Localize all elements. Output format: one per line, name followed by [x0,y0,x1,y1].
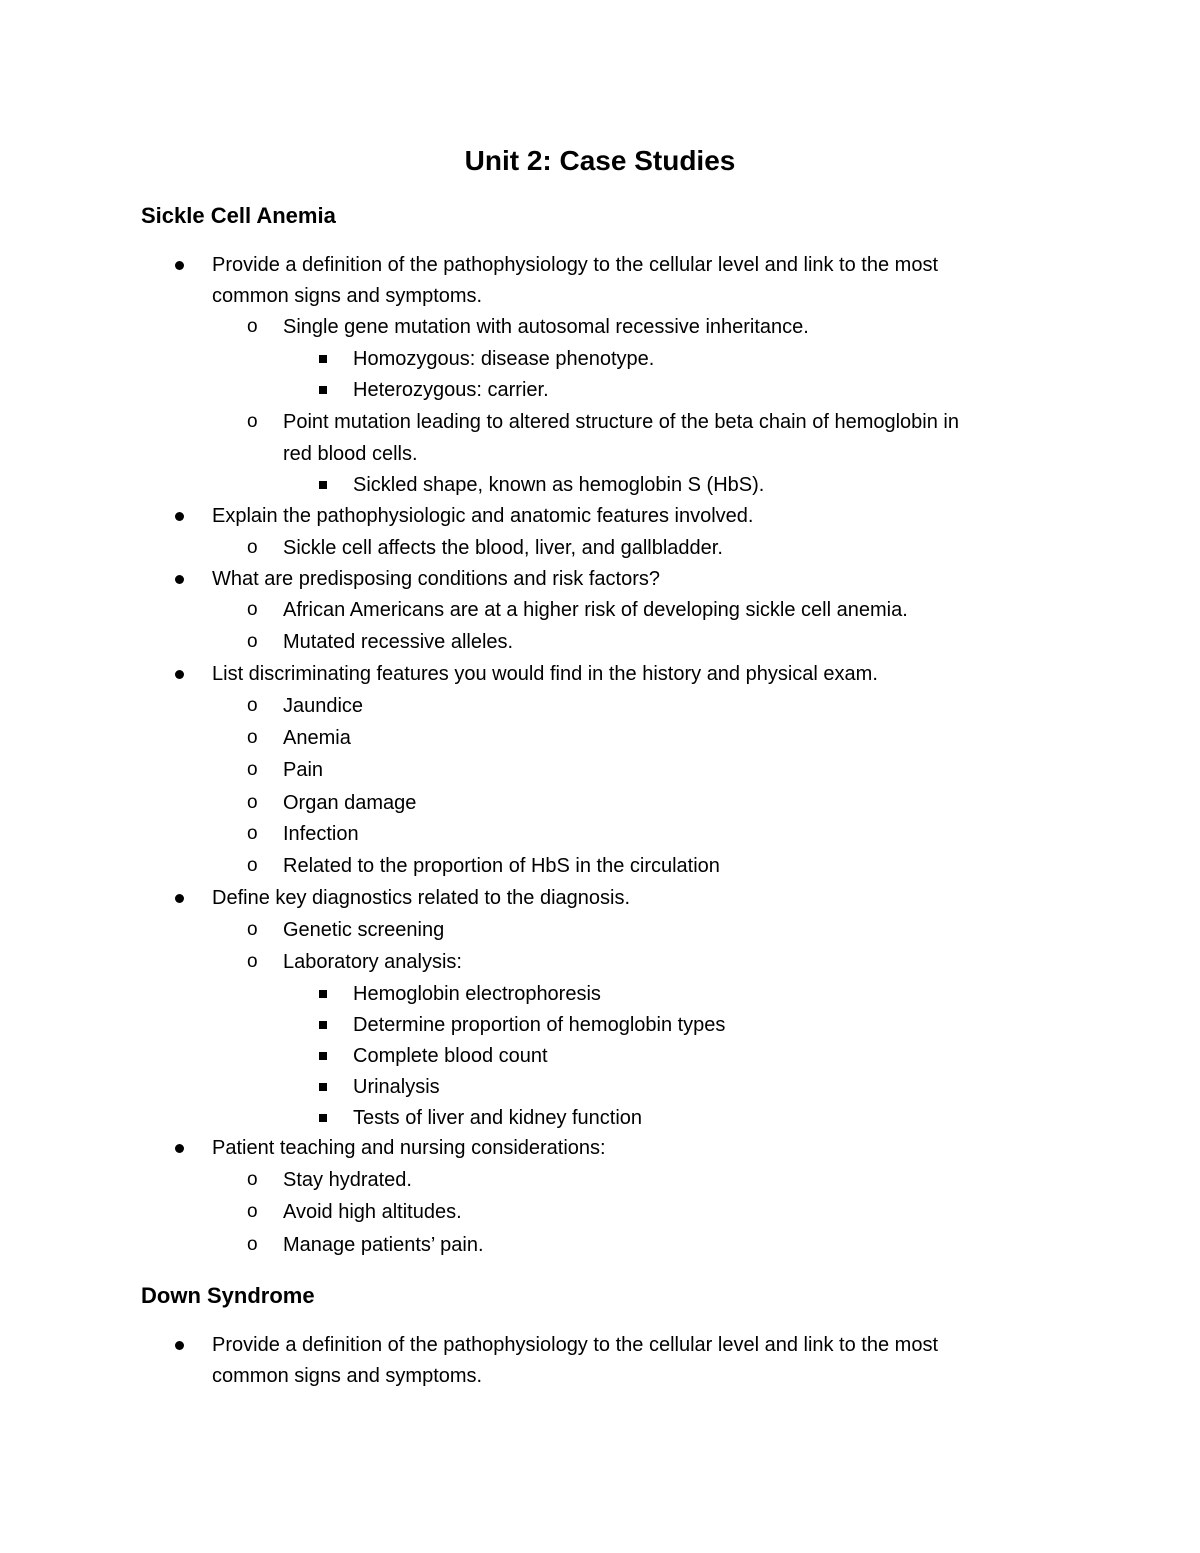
square-bullet-icon [319,481,327,489]
list-item: Pain [283,759,324,781]
list-item: Organ damage [283,792,417,814]
circle-bullet-icon: o [247,537,258,558]
list-item: Heterozygous: carrier. [353,379,549,401]
square-bullet-icon [319,386,327,394]
list-item: Mutated recessive alleles. [283,631,514,653]
circle-bullet-icon: o [247,316,258,337]
list-item: Provide a definition of the pathophysiology to the cellular level and link to the most [212,254,938,276]
bullet-dot-icon [175,575,184,584]
bullet-dot-icon [175,1144,184,1153]
list-item: African Americans are at a higher risk of developing sickle cell anemia. [283,599,908,621]
list-item: Anemia [283,727,351,749]
list-item: Infection [283,823,359,845]
circle-bullet-icon: o [247,919,258,940]
list-item: Hemoglobin electrophoresis [353,983,601,1005]
circle-bullet-icon: o [247,759,258,780]
list-item: Homozygous: disease phenotype. [353,348,655,370]
square-bullet-icon [319,355,327,363]
list-item: Point mutation leading to altered structure of the beta chain of hemoglobin in [283,411,959,433]
list-item: Avoid high altitudes. [283,1201,462,1223]
list-item: Complete blood count [353,1045,548,1067]
list-item: Manage patients’ pain. [283,1234,484,1256]
circle-bullet-icon: o [247,599,258,620]
circle-bullet-icon: o [247,823,258,844]
section-heading-sickle-cell: Sickle Cell Anemia [141,203,336,228]
circle-bullet-icon: o [247,1234,258,1255]
list-item-continuation: common signs and symptoms. [212,1365,483,1387]
list-item: Define key diagnostics related to the diagnosis. [212,887,631,909]
list-item: Patient teaching and nursing considerations: [212,1137,606,1159]
list-item: Jaundice [283,695,364,717]
list-item: What are predisposing conditions and risk factors? [212,568,661,590]
circle-bullet-icon: o [247,951,258,972]
list-item: Provide a definition of the pathophysiology to the cellular level and link to the most [212,1334,938,1356]
square-bullet-icon [319,1083,327,1091]
circle-bullet-icon: o [247,1169,258,1190]
square-bullet-icon [319,1052,327,1060]
list-item: Determine proportion of hemoglobin types [353,1014,726,1036]
list-item: Laboratory analysis: [283,951,462,973]
list-item-continuation: red blood cells. [283,443,418,465]
list-item: Single gene mutation with autosomal recessive inheritance. [283,316,809,338]
square-bullet-icon [319,1021,327,1029]
bullet-dot-icon [175,261,184,270]
list-item: Related to the proportion of HbS in the circulation [283,855,720,877]
circle-bullet-icon: o [247,1201,258,1222]
bullet-dot-icon [175,1341,184,1350]
list-item: Urinalysis [353,1076,440,1098]
list-item: Tests of liver and kidney function [353,1107,643,1129]
section-heading-down-syndrome: Down Syndrome [141,1283,315,1308]
document-title: Unit 2: Case Studies [464,145,736,176]
square-bullet-icon [319,1114,327,1122]
circle-bullet-icon: o [247,695,258,716]
bullet-dot-icon [175,894,184,903]
bullet-dot-icon [175,512,184,521]
square-bullet-icon [319,990,327,998]
list-item: Genetic screening [283,919,445,941]
list-item: Sickled shape, known as hemoglobin S (HbS). [353,474,765,496]
list-item-continuation: common signs and symptoms. [212,285,483,307]
circle-bullet-icon: o [247,411,258,432]
list-item: List discriminating features you would find in the history and physical exam. [212,663,878,685]
circle-bullet-icon: o [247,631,258,652]
bullet-dot-icon [175,670,184,679]
list-item: Sickle cell affects the blood, liver, and gallbladder. [283,537,723,559]
circle-bullet-icon: o [247,855,258,876]
circle-bullet-icon: o [247,792,258,813]
list-item: Stay hydrated. [283,1169,412,1191]
circle-bullet-icon: o [247,727,258,748]
list-item: Explain the pathophysiologic and anatomic features involved. [212,505,754,527]
